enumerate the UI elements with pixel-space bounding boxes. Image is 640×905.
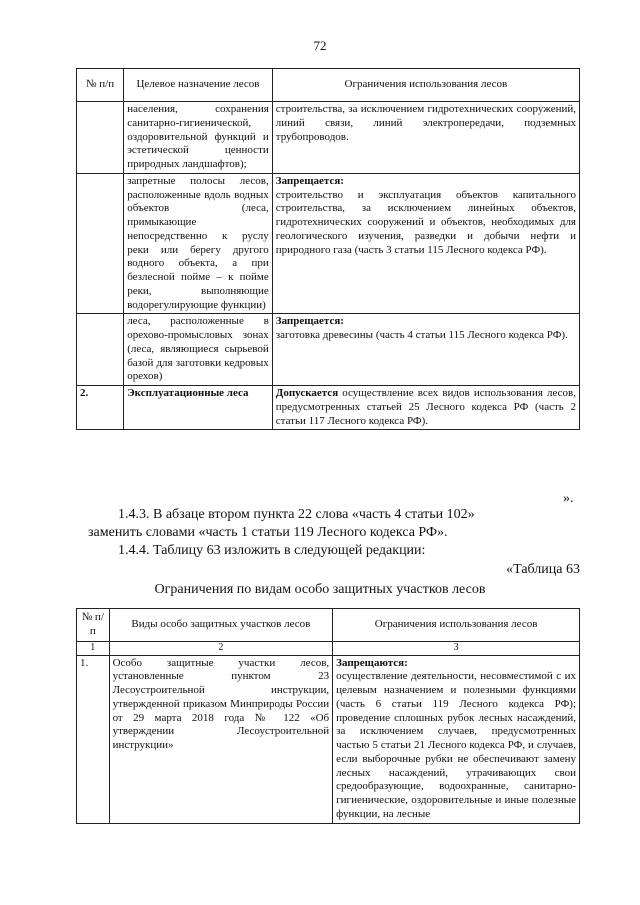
header-number: № п/п [77, 609, 110, 642]
row-restriction [333, 655, 580, 823]
header-number: № п/п [77, 69, 124, 102]
row-kind: Особо защитные участки лесов, установленные пунктом 23 Лесоустроительной инструкции, утвержденной приказом Минприроды России от 29 марта 2018 года № 122 «Об утверждении Лесоустроительной инструкции» [109, 655, 333, 823]
header-kind: Виды особо защитных участков лесов [109, 609, 333, 642]
header-restrictions: Ограничения использования лесов [272, 69, 579, 102]
paragraph-1-4-4: 1.4.4. Таблицу 63 изложить в следующей редакции: [118, 543, 426, 558]
table-header-row [77, 609, 580, 642]
table-closing-quote: ». [563, 491, 574, 506]
column-number: 3 [333, 642, 580, 656]
row-number [77, 173, 124, 314]
column-number: 2 [109, 642, 333, 656]
restriction-text: осуществление всех видов использования лесов, предусмотренных статьей 25 Лесного кодекса РФ (часть 2 статьи 117 Лесного кодекса РФ). [275, 387, 576, 427]
row-restriction [272, 102, 579, 174]
column-numbers-row [77, 642, 580, 656]
page-number: 72 [313, 38, 327, 53]
row-number: 2. [77, 386, 124, 430]
row-number [77, 102, 124, 174]
row-purpose: Эксплуатационные леса [124, 386, 273, 430]
header-purpose: Целевое назначение лесов [124, 69, 273, 102]
table-row [77, 655, 580, 823]
restriction-title: Запрещается: [275, 174, 344, 187]
restriction-text: осуществление деятельности, несовместимой с их целевым назначением и полезными функциями (часть 6 статьи 119 Лесного кодекса РФ); проведение сплошных рубок лесных насаждений, за исключением случаев, предусмотренных частью 5 статьи 21 Лесного кодекса РФ, и случаев, если выборочные рубки не обеспечивают замену лесных насаждений, утрачивающих свои средообразующие, водоохранные, санитарно-гигиенические, оздоровительные и иные полезные функции, на лесные [336, 670, 576, 820]
restriction-title: Допускается [275, 387, 339, 399]
table-63-label: «Таблица 63 [506, 562, 580, 577]
restriction-title: Запрещается: [275, 315, 344, 328]
row-number: 1. [77, 655, 110, 823]
row-number [77, 314, 124, 386]
row-purpose: запретные полосы лесов, расположенные вдоль водных объектов (леса, примыкающие непосредственно к руслу реки или берегу другого водного объекта, а при безлесной пойме – к пойме реки, выполняющие водорегулирующие функции) [124, 173, 273, 314]
table-row [77, 102, 580, 174]
restriction-text: строительства, за исключением гидротехнических сооружений, линий связи, линий электропередачи, подземных трубопроводов. [275, 103, 576, 143]
row-purpose: населения, сохранения санитарно-гигиенической, оздоровительной функций и эстетической ценности природных ландшафтов); [124, 102, 273, 174]
row-purpose: леса, расположенные в орехово-промысловых зонах (леса, являющиеся сырьевой базой для заготовки кедровых орехов) [124, 314, 273, 386]
restriction-title: Запрещаются: [336, 656, 408, 669]
table-row [77, 386, 580, 430]
row-restriction [272, 173, 579, 314]
restriction-text: заготовка древесины (часть 4 статьи 115 Лесного кодекса РФ). [275, 329, 568, 341]
table-header-row [77, 69, 580, 102]
column-number: 1 [77, 642, 110, 656]
table-row [77, 173, 580, 314]
table-63-title: Ограничения по видам особо защитных участков лесов [154, 582, 486, 597]
restrictions-table-continued [76, 68, 580, 430]
paragraph-1-4-3-line2: заменить словами «часть 1 статьи 119 Лесного кодекса РФ». [88, 525, 448, 540]
restriction-text: строительство и эксплуатация объектов капитального строительства, за исключением линейных объектов, гидротехнических сооружений и объектов, необходимых для геологического изучения, разведки и добычи нефти и природного газа (часть 3 статьи 115 Лесного кодекса РФ). [275, 188, 576, 256]
paragraph-1-4-3-line1: 1.4.3. В абзаце втором пункта 22 слова «часть 4 статьи 102» [118, 507, 475, 522]
table-row [77, 314, 580, 386]
row-restriction [272, 386, 579, 430]
row-restriction [272, 314, 579, 386]
protective-areas-table [76, 608, 580, 824]
header-restrictions: Ограничения использования лесов [333, 609, 580, 642]
